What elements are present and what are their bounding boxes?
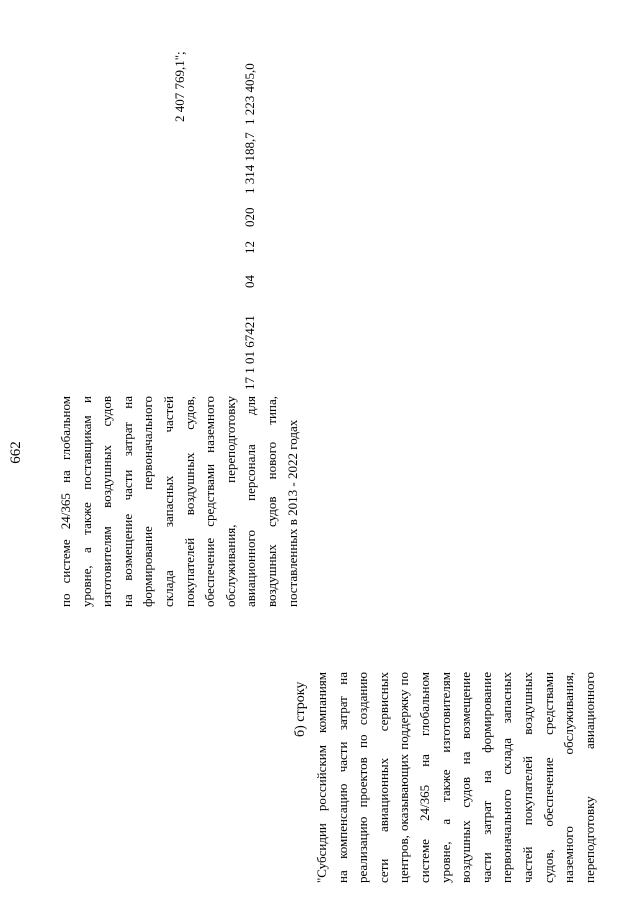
row-2-line: на компенсацию части затрат на [334, 672, 350, 883]
row-2-line: наземного обслуживания, [561, 672, 577, 883]
row-1-line: склада запасных частей [160, 396, 176, 607]
row-2-line: первоначального склада запасных [499, 672, 515, 883]
row-1-line: формирование первоначального [140, 396, 156, 607]
row-2-line: воздушных судов на возмещение [458, 672, 474, 883]
row-1-line: уровне, а также поставщикам и [78, 396, 94, 607]
amount-3: 2 407 769,1"; [172, 51, 187, 122]
row-2-line: сети авиационных сервисных [375, 672, 391, 883]
row-1-line: изготовителям воздушных судов [99, 396, 115, 607]
row-1-line: авиационного персонала для [243, 396, 259, 607]
row-2-line: части затрат на формирование [478, 672, 494, 883]
row-2-line: реализацию проектов по созданию [355, 672, 371, 883]
row-1-description [56, 396, 303, 607]
target-code: 17 1 01 67421 [242, 315, 257, 390]
row-1-line: по системе 24/365 на глобальном [58, 396, 73, 607]
chapter-code: 04 [242, 275, 257, 288]
row-1-line: обслуживания, переподготовку [222, 396, 238, 607]
row-2-line: "Субсидии российским компаниям [314, 672, 329, 883]
amount-2: 1 223 405,0 [242, 63, 257, 125]
expense-type-code: 020 [242, 207, 257, 227]
row-2-description [312, 672, 600, 883]
row-2-line: центров, оказывающих поддержку по [396, 672, 412, 883]
row-1-line: покупателей воздушных судов, [181, 396, 197, 607]
row-2-line: переподготовку авиационного [581, 672, 597, 883]
page-number: 662 [8, 441, 24, 464]
row-2-line: системе 24/365 на глобальном [416, 672, 432, 883]
row-1-line: обеспечение средствами наземного [202, 396, 218, 607]
row-1-line: воздушных судов нового типа, [263, 396, 279, 607]
row-2-line: судов, обеспечение средствами [540, 672, 556, 883]
subchapter-code: 12 [242, 241, 257, 254]
row-2-line: частей покупателей воздушных [519, 672, 535, 883]
row-1-line: поставленных в 2013 - 2022 годах [284, 419, 300, 607]
row-2-line: уровне, а также изготовителям [437, 672, 453, 883]
row-1-line: на возмещение части затрат на [119, 396, 135, 607]
subheading: б) строку [293, 681, 308, 737]
amount-1: 1 314 188,7 [242, 132, 257, 194]
